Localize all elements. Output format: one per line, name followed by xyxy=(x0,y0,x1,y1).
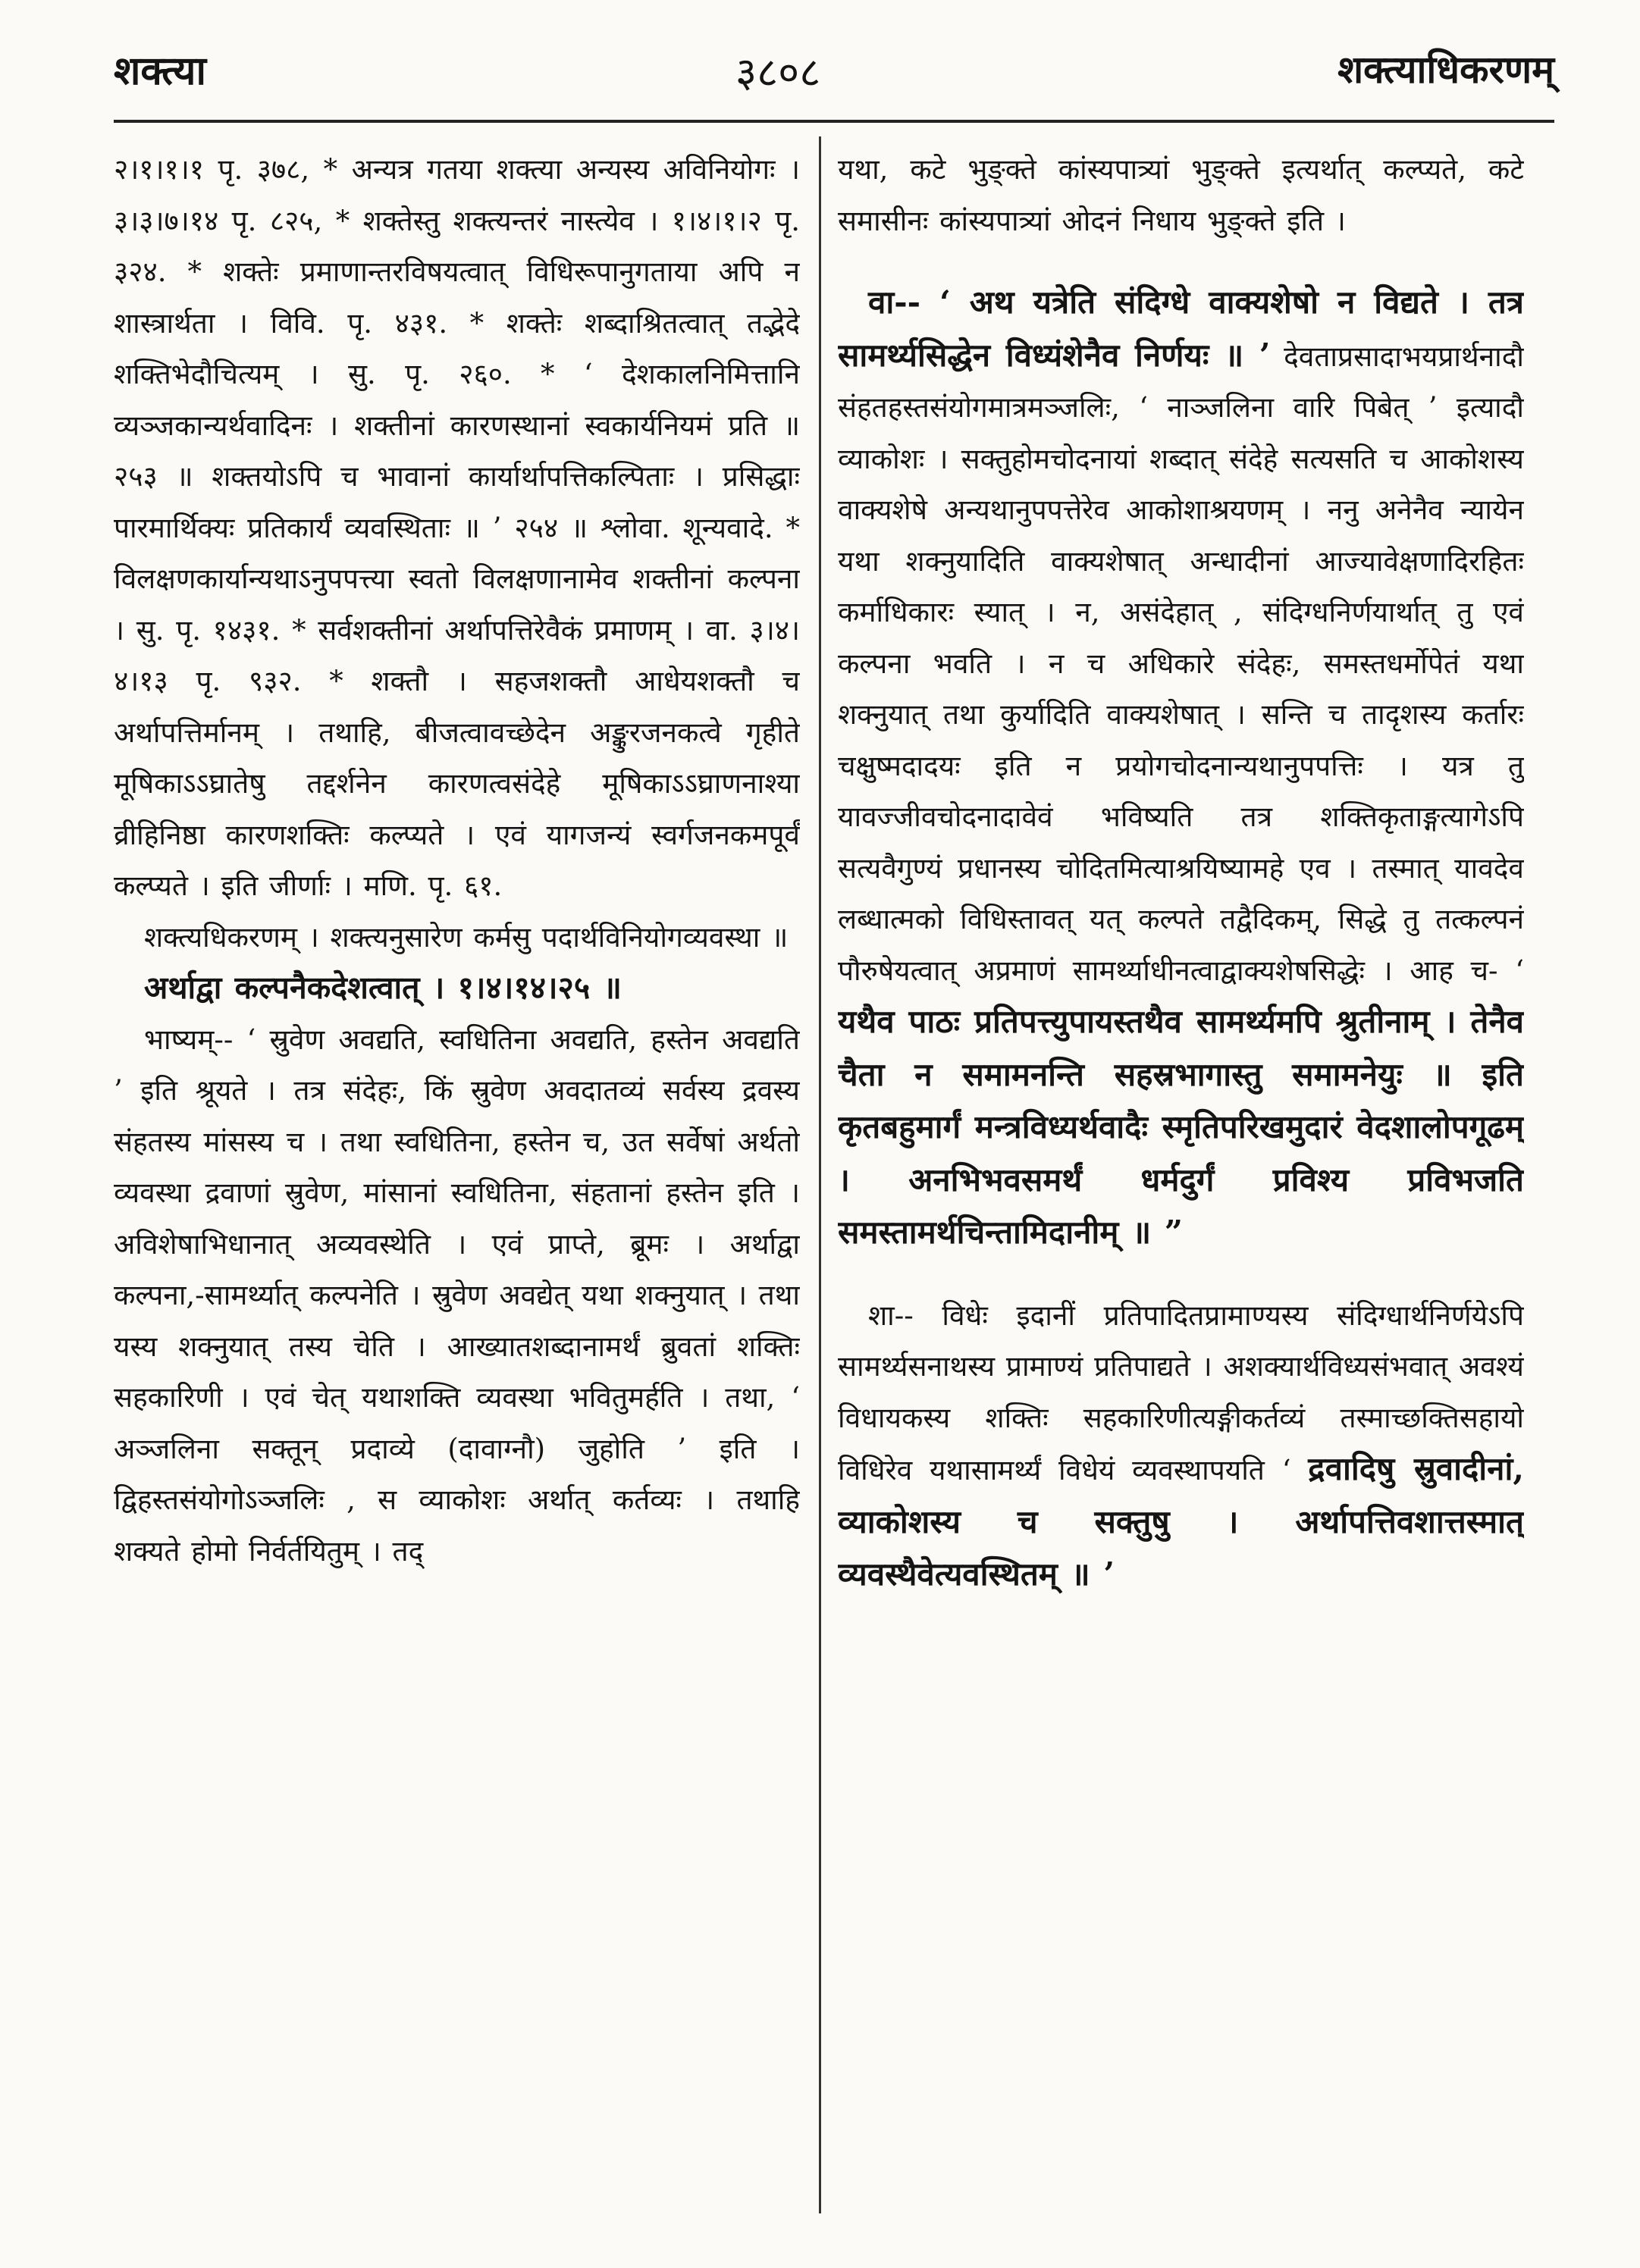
left-sutra: अर्थाद्वा कल्पनैकदेशत्वात् । १।४।१४।२५ ॥ xyxy=(144,970,622,1006)
spacer xyxy=(838,246,1524,277)
right-vartika-commentary: देवताप्रसादाभयप्रार्थनादौ संहतहस्तसंयोगमात्रमञ्जलिः, ‘ नाञ्जलिना वारि पिबेत् ’ इत्यादौ व्याकोशः । सक्तुहोमचोदनायां शब्दात् संदेहे सत्यसति च आकोशस्य वाक्यशेषे अन्यथानुपपत्तेरेव आकोशाश्रयणम् । ननु अनेनैव न्यायेन यथा शक्नुयादिति वाक्यशेषात् अन्धादीनां आज्यावेक्षणादिरहितः कर्माधिकारः स्यात् । न, असंदेहात् , संदिग्धनिर्णयार्थात् तु एवं कल्पना भवति । न च अधिकारे संदेहः, समस्तधर्मोपेतं यथा शक्नुयात् तथा कुर्यादिति वाक्यशेषात् । सन्ति च तादृशस्य कर्तारः चक्षुष्मदादयः इति न प्रयोगचोदनान्यथानुपपत्तिः । यत्र तु यावज्जीवचोदनादावेवं भविष्यति तत्र शक्तिकृताङ्गत्यागेऽपि सत्यवैगुण्यं प्रधानस्य चोदितमित्याश्रयिष्यामहे एव । तस्मात् यावदेव लब्धात्मको विधिस्तावत् यत् कल्पते तद्वैदिकम्, सिद्धे तु तत्कल्पनं पौरुषेयत्वात् अप्रमाणं सामर्थ्याधीनत्वाद्वाक्यशेषसिद्धेः । आह च- ‘ xyxy=(838,340,1524,987)
right-shastradipika-quote: द्रवादिषु स्रुवादीनां, व्याकोशस्य च सक्तुषु । अर्थापत्तिवशात्तस्मात् व्यवस्थैवेत्यवस्थितम् ॥ ’ xyxy=(838,1450,1524,1593)
header-left-title: शक्त्या xyxy=(114,48,206,94)
running-header xyxy=(114,42,1554,111)
right-vartika-quote: यथैव पाठः प्रतिपत्त्युपायस्तथैव सामर्थ्यमपि श्रुतीनाम् । तेनैव चैता न समामनन्ति सहस्रभागास्तु समामनेयुः ॥ इति कृतबहुमार्गं मन्त्रविध्यर्थवादैः स्मृतिपरिखमुदारं वेदशालोपगूढम् । अनभिभवसमर्थं धर्मदुर्गं प्रविश्य प्रविभजति समस्तामर्थचिन्तामिदानीम् ॥ ” xyxy=(838,1003,1524,1251)
page-number: ३८०८ xyxy=(735,49,821,96)
column-divider xyxy=(819,136,821,2213)
left-adhikarana-heading: शक्त्यधिकरणम् । शक्त्यनुसारेण कर्मसु पदार्थविनियोगव्यवस्था ॥ xyxy=(144,920,789,954)
right-shastradipika: शा-- विधेः इदानीं प्रतिपादितप्रामाण्यस्य संदिग्धार्थनिर्णयेऽपि सामर्थ्यसनाथस्य प्रामाण्यं प्रतिपाद्यते । अशक्यार्थविध्यसंभवात् अवश्यं विधायकस्य शक्तिः सहकारिणीत्यङ्गीकर्तव्यं तस्माच्छक्तिसहायो विधिरेव यथासामर्थ्यं विधेयं व्यवस्थापयति ‘ xyxy=(838,1298,1524,1486)
left-bhashya: भाष्यम्-- ‘ स्रुवेण अवद्यति, स्वधितिना अवद्यति, हस्तेन अवद्यति ’ इति श्रूयते । तत्र संदेहः, किं स्रुवेण अवदातव्यं सर्वस्य द्रवस्य संहतस्य मांसस्य च । तथा स्वधितिना, हस्तेन च, उत सर्वेषां अर्थतो व्यवस्था द्रवाणां स्रुवेण, मांसानां स्वधितिना, संहतानां हस्तेन इति । अविशेषाभिधानात् अव्यवस्थेति । एवं प्राप्ते, ब्रूमः । अर्थाद्वा कल्पना,-सामर्थ्यात् कल्पनेति । स्रुवेण अवद्येत् यथा शक्नुयात् । तथा यस्य शक्नुयात् तस्य चेति । आख्यातशब्दानामर्थं ब्रुवतां शक्तिः सहकारिणी । एवं चेत् यथाशक्ति व्यवस्था भवितुमर्हति । तथा, ‘ अञ्जलिना सक्तून् प्रदाव्ये (दावाग्नौ) जुहोति ’ इति । द्विहस्तसंयोगोऽञ्जलिः , स व्याकोशः अर्थात् कर्तव्यः । तथाहि शक्यते होमो निर्वर्तयितुम् । तद् xyxy=(114,1023,800,1568)
header-rule xyxy=(114,120,1554,123)
right-paragraph-1: यथा, कटे भुङ्क्ते कांस्यपात्र्यां भुङ्क्ते इत्यर्थात् कल्प्यते, कटे समासीनः कांस्यपात्र्यां ओदनं निधाय भुङ्क्ते इति । xyxy=(838,153,1524,237)
header-right-title: शक्त्याधिकरणम् xyxy=(1337,47,1554,92)
right-column xyxy=(838,144,1524,2183)
right-vartika-bold: वा-- ‘ अथ यत्रेति संदिग्धे वाक्यशेषो न विद्यते । तत्र सामर्थ्यसिद्धेन विध्यंशेनैव निर्णयः ॥ ’ xyxy=(838,284,1524,374)
left-paragraph-1: २।१।१।१ पृ. ३७८, * अन्यत्र गतया शक्त्या अन्यस्य अविनियोगः । ३।३।७।१४ पृ. ८२५, * शक्तेस्तु शक्त्यन्तरं नास्त्येव । १।४।१।२ पृ. ३२४. * शक्तेः प्रमाणान्तरविषयत्वात् विधिरूपानुगताया अपि न शास्त्रार्थता । विवि. पृ. ४३१. * शक्तेः शब्दाश्रितत्वात् तद्भेदे शक्तिभेदौचित्यम् । सु. पृ. २६०. * ‘ देशकालनिमित्तानि व्यञ्जकान्यर्थवादिनः । शक्तीनां कारणस्थानां स्वकार्यनियमं प्रति ॥ २५३ ॥ शक्तयोऽपि च भावानां कार्यार्थापत्तिकल्पिताः । प्रसिद्धाः पारमार्थिक्यः प्रतिकार्यं व्यवस्थिताः ॥ ’ २५४ ॥ श्लोवा. शून्यवादे. * विलक्षणकार्यान्यथाऽनुपपत्त्या स्वतो विलक्षणानामेव शक्तीनां कल्पना । सु. पृ. १४३१. * सर्वशक्तीनां अर्थापत्तिरेवैकं प्रमाणम् । वा. ३।४।४।१३ पृ. ९३२. * शक्तौ । सहजशक्तौ आधेयशक्तौ च अर्थापत्तिर्मानम् । तथाहि, बीजत्वावच्छेदेन अङ्कुरजनकत्वे गृहीते मूषिकाऽऽघ्रातेषु तद्दर्शनेन कारणत्वसंदेहे मूषिकाऽऽघ्राणनाश्या व्रीहिनिष्ठा कारणशक्तिः कल्प्यते । एवं यागजन्यं स्वर्गजनकमपूर्वं कल्प्यते । इति जीर्णाः । मणि. पृ. ६१. xyxy=(114,153,800,902)
left-column xyxy=(114,144,800,2183)
spacer xyxy=(838,1260,1524,1290)
